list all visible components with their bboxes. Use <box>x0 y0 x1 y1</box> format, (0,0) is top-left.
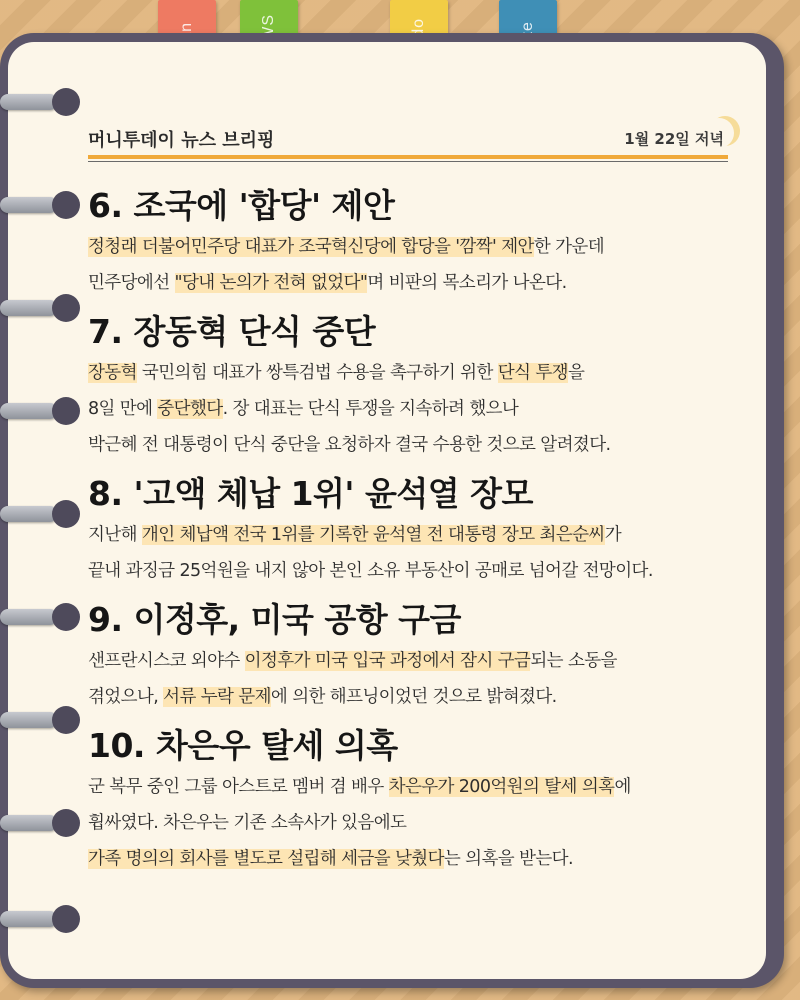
news-item <box>88 598 768 714</box>
news-item-line <box>88 230 768 264</box>
news-list <box>88 184 768 876</box>
news-item-line <box>88 770 768 804</box>
news-item-line <box>88 266 768 300</box>
news-item-line <box>88 356 768 390</box>
highlighted-text: 정청래 더불어민주당 대표가 조국혁신당에 합당을 '깜짝' 제안 <box>88 237 534 257</box>
news-item-body <box>88 644 768 714</box>
body-text: 겪었으나, <box>88 687 164 707</box>
news-item-body <box>88 770 768 876</box>
news-item <box>88 724 768 876</box>
spiral-ring <box>0 191 80 219</box>
body-text: 박근혜 전 대통령이 단식 중단을 요청하자 결국 수용한 것으로 알려졌다. <box>88 435 611 455</box>
news-item-body <box>88 230 768 300</box>
body-text: 8일 만에 <box>88 399 158 419</box>
briefing-title: 머니투데이 뉴스 브리핑 <box>88 130 275 151</box>
spiral-ring <box>0 397 80 425</box>
news-item-title: 9. 이정후, 미국 공항 구금 <box>88 600 461 639</box>
body-text: 에 <box>614 777 631 797</box>
news-item <box>88 184 768 300</box>
news-item-body <box>88 356 768 462</box>
news-item-title: 7. 장동혁 단식 중단 <box>88 312 376 351</box>
body-text: 에 의한 해프닝이었던 것으로 밝혀졌다. <box>270 687 557 707</box>
header-divider <box>88 155 728 159</box>
spiral-ring <box>0 500 80 528</box>
news-item-title: 10. 차은우 탈세 의혹 <box>88 726 398 765</box>
news-item <box>88 310 768 462</box>
highlighted-text: 차은우가 200억원의 탈세 의혹 <box>388 777 615 797</box>
news-item-line <box>88 806 768 840</box>
news-item-line <box>88 680 768 714</box>
highlighted-text: 단식 투쟁 <box>497 363 568 383</box>
news-item-title: 6. 조국에 '합당' 제안 <box>88 186 395 225</box>
news-item-line <box>88 554 768 588</box>
spiral-ring <box>0 706 80 734</box>
spiral-ring <box>0 603 80 631</box>
spiral-ring <box>0 809 80 837</box>
news-item-line <box>88 392 768 426</box>
moon-icon <box>704 118 734 148</box>
body-text: 며 비판의 목소리가 나온다. <box>367 273 567 293</box>
body-text: 을 <box>567 363 585 383</box>
body-text: 끝내 과징금 25억원을 내지 않아 본인 소유 부동산이 공매로 넘어갈 전망이다. <box>88 561 653 581</box>
body-text: 가 <box>604 525 622 545</box>
spiral-ring <box>0 905 80 933</box>
body-text: 지난해 <box>88 525 142 545</box>
body-text: 군 복무 중인 그룹 아스트로 멤버 겸 배우 <box>88 777 389 797</box>
spiral-ring <box>0 294 80 322</box>
highlighted-text: 중단했다 <box>157 399 223 419</box>
highlighted-text: 이정후가 미국 입국 과정에서 잠시 구금 <box>244 651 531 671</box>
body-text: . 장 대표는 단식 투쟁을 지속하려 했으나 <box>222 399 519 419</box>
highlighted-text: 가족 명의의 회사를 별도로 설립해 세금을 낮췄다 <box>88 849 444 869</box>
body-text: 는 의혹을 받는다. <box>443 849 573 869</box>
highlighted-text: "당내 논의가 전혀 없었다" <box>174 273 368 293</box>
body-text: 국민의힘 대표가 쌍특검법 수용을 촉구하기 위한 <box>136 363 498 383</box>
body-text: 샌프란시스코 외야수 <box>88 651 245 671</box>
highlighted-text: 서류 누락 문제 <box>163 687 271 707</box>
header-divider-thin <box>88 161 728 162</box>
briefing-date: 1월 22일 저녁 <box>624 130 724 148</box>
news-item-line <box>88 644 768 678</box>
body-text: 휩싸였다. 차은우는 기존 소속사가 있음에도 <box>88 813 407 833</box>
news-item-title: 8. '고액 체납 1위' 윤석열 장모 <box>88 474 533 513</box>
news-item <box>88 472 768 588</box>
news-item-line <box>88 428 768 462</box>
body-text: 민주당에선 <box>88 273 175 293</box>
news-item-line <box>88 842 768 876</box>
highlighted-text: 장동혁 <box>88 363 137 383</box>
body-text: 한 가운데 <box>533 237 605 257</box>
spiral-ring <box>0 88 80 116</box>
news-item-body <box>88 518 768 588</box>
news-item-line <box>88 518 768 552</box>
highlighted-text: 개인 체납액 전국 1위를 기록한 윤석열 전 대통령 장모 최은순씨 <box>141 525 605 545</box>
body-text: 되는 소동을 <box>530 651 617 671</box>
